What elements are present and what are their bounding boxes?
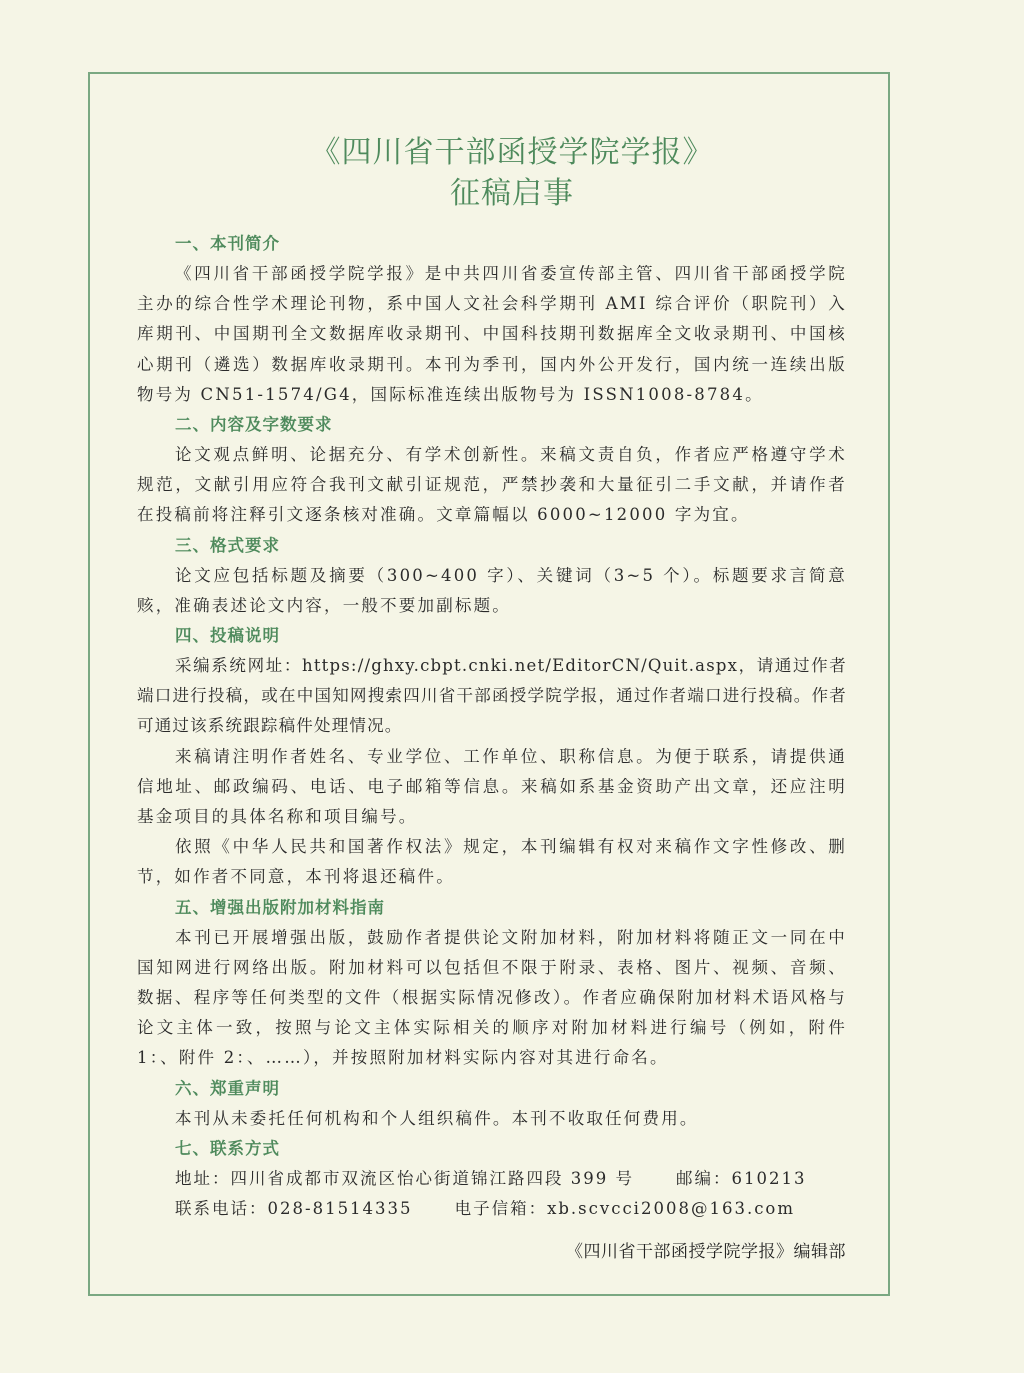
contact-phone-line xyxy=(137,1194,847,1224)
journal-title: 《四川省干部函授学院学报》 xyxy=(310,135,714,170)
format-paragraph: 论文应包括标题及摘要（300~400 字）、关键词（3~5 个）。标题要求言简意赅，准确表述论文内容，一般不要加副标题。 xyxy=(137,565,847,615)
submission-paragraph-copyright: 依照《中华人民共和国著作权法》规定，本刊编辑有权对来稿作文字性修改、删节，如作者不同意，本刊将退还稿件。 xyxy=(137,837,847,887)
contact-address: 地址：四川省成都市双流区怡心街道锦江路四段 399 号 xyxy=(175,1168,634,1188)
contact-email: 电子信箱：xb.scvcci2008@163.com xyxy=(454,1198,796,1218)
section-heading-enhanced-publishing: 五、增强出版附加材料指南 xyxy=(175,897,385,917)
contact-address-line xyxy=(137,1164,847,1194)
section-heading-contact: 七、联系方式 xyxy=(175,1138,280,1158)
section-heading-submission: 四、投稿说明 xyxy=(175,626,280,646)
section-heading-requirements: 二、内容及字数要求 xyxy=(175,415,333,435)
statement-paragraph: 本刊从未委托任何机构和个人组织稿件。本刊不收取任何费用。 xyxy=(175,1108,699,1128)
intro-paragraph: 《四川省干部函授学院学报》是中共四川省委宣传部主管、四川省干部函授学院主办的综合性学术理论刊物，系中国人文社会科学期刊 AMI 综合评价（职院刊）入库期刊、中国期刊全文数据库收录期刊、中国科技期刊数据库全文收录期刊、中国核心期刊（遴选）数据库收录期刊。本刊为季刊，国内外公开发行，国内统一连续出版物号为 CN51-1574/G4，国际标准连续出版物号为 ISSN1008-8784。 xyxy=(137,264,847,404)
requirements-paragraph: 论文观点鲜明、论据充分、有学术创新性。来稿文责自负，作者应严格遵守学术规范，文献引用应符合我刊文献引证规范，严禁抄袭和大量征引二手文献，并请作者在投稿前将注释引文逐条核对准确。文章篇幅以 6000~12000 字为宜。 xyxy=(137,445,847,525)
contact-postcode: 邮编：610213 xyxy=(675,1168,807,1188)
notice-title: 征稿启事 xyxy=(450,176,574,211)
submission-paragraph-url: 采编系统网址：https://ghxy.cbpt.cnki.net/EditorCN/Quit.aspx，请通过作者端口进行投稿，或在中国知网搜索四川省干部函授学院学报，通过作者端口进行投稿。作者可通过该系统跟踪稿件处理情况。 xyxy=(137,656,847,736)
section-heading-intro: 一、本刊简介 xyxy=(175,234,280,253)
notice-body xyxy=(137,229,847,1224)
editorial-office-signature: 《四川省干部函授学院学报》编辑部 xyxy=(566,1242,846,1262)
contact-phone: 联系电话：028-81514335 xyxy=(175,1198,413,1218)
enhanced-publishing-paragraph: 本刊已开展增强出版，鼓励作者提供论文附加材料，附加材料将随正文一同在中国知网进行网络出版。附加材料可以包括但不限于附录、表格、图片、视频、音频、数据、程序等任何类型的文件（根据实际情况修改）。作者应确保附加材料术语风格与论文主体一致，按照与论文主体实际相关的顺序对附加材料进行编号（例如，附件1：、附件 2：、……），并按照附加材料实际内容对其进行命名。 xyxy=(137,927,847,1068)
submission-paragraph-author-info: 来稿请注明作者姓名、专业学位、工作单位、职称信息。为便于联系，请提供通信地址、邮政编码、电话、电子邮箱等信息。来稿如系基金资助产出文章，还应注明基金项目的具体名称和项目编号。 xyxy=(137,746,847,827)
section-heading-format: 三、格式要求 xyxy=(175,535,280,555)
section-heading-statement: 六、郑重声明 xyxy=(175,1078,280,1098)
